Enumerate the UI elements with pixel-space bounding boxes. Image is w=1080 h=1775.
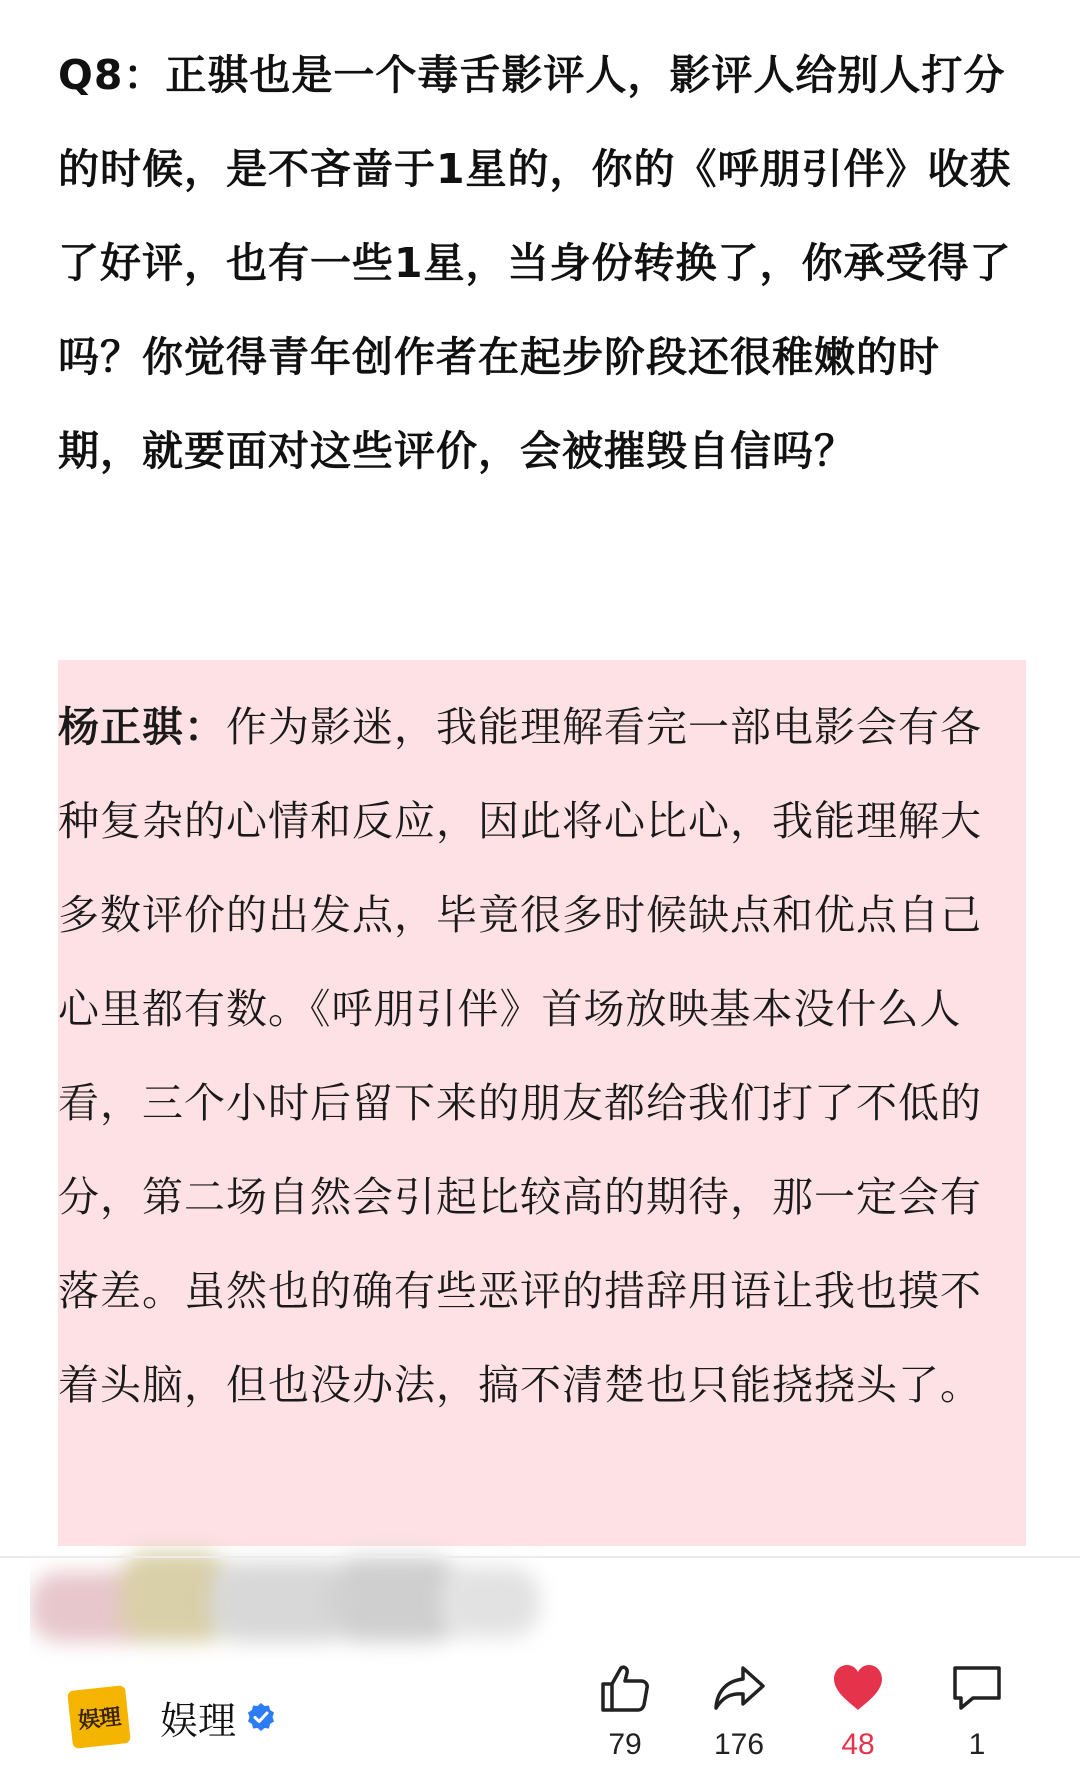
author-name[interactable]: 娱理	[160, 1698, 237, 1743]
like-count: 79	[608, 1728, 642, 1761]
favorite-count: 48	[841, 1728, 875, 1761]
thumbs-up-icon	[597, 1660, 653, 1716]
favorite-button[interactable]	[813, 1660, 903, 1762]
answer-text: 作为影迷，我能理解看完一部电影会有各种复杂的心情和反应，因此将心比心，我能理解大多数评价的出发点，毕竟很多时候缺点和优点自己心里都有数。《呼朋引伴》首场放映基本没什么人看，三个小时后留下来的朋友都给我们打了不低的分，第二场自然会引起比较高的期待，那一定会有落差。虽然也的确有些恶评的措辞用语让我也摸不着头脑，但也没办法，搞不清楚也只能挠挠头了。	[58, 703, 982, 1409]
author-logo[interactable]: 娱理	[67, 1685, 131, 1749]
comment-button[interactable]	[932, 1660, 1022, 1762]
divider	[0, 1556, 1080, 1558]
verified-badge-icon	[246, 1702, 276, 1732]
heart-icon	[830, 1660, 886, 1716]
like-button[interactable]	[580, 1660, 670, 1762]
share-count: 176	[713, 1728, 765, 1761]
share-arrow-icon	[711, 1660, 767, 1716]
answer-paragraph	[58, 680, 1018, 1432]
comment-count: 1	[968, 1728, 986, 1761]
action-bar	[580, 1660, 1050, 1770]
comment-bubble-icon	[949, 1660, 1005, 1716]
answer-speaker: 杨正骐：	[58, 703, 226, 751]
author-row[interactable]	[70, 1685, 276, 1749]
blurred-overlay	[30, 1532, 560, 1672]
question-text: Q8：正骐也是一个毒舌影评人，影评人给别人打分的时候，是不吝啬于1星的，你的《呼朋引伴》收获了好评，也有一些1星，当身份转换了，你承受得了吗？你觉得青年创作者在起步阶段还很稚嫩的时期，就要面对这些评价，会被摧毁自信吗？	[58, 51, 1012, 475]
share-button[interactable]	[694, 1660, 784, 1762]
